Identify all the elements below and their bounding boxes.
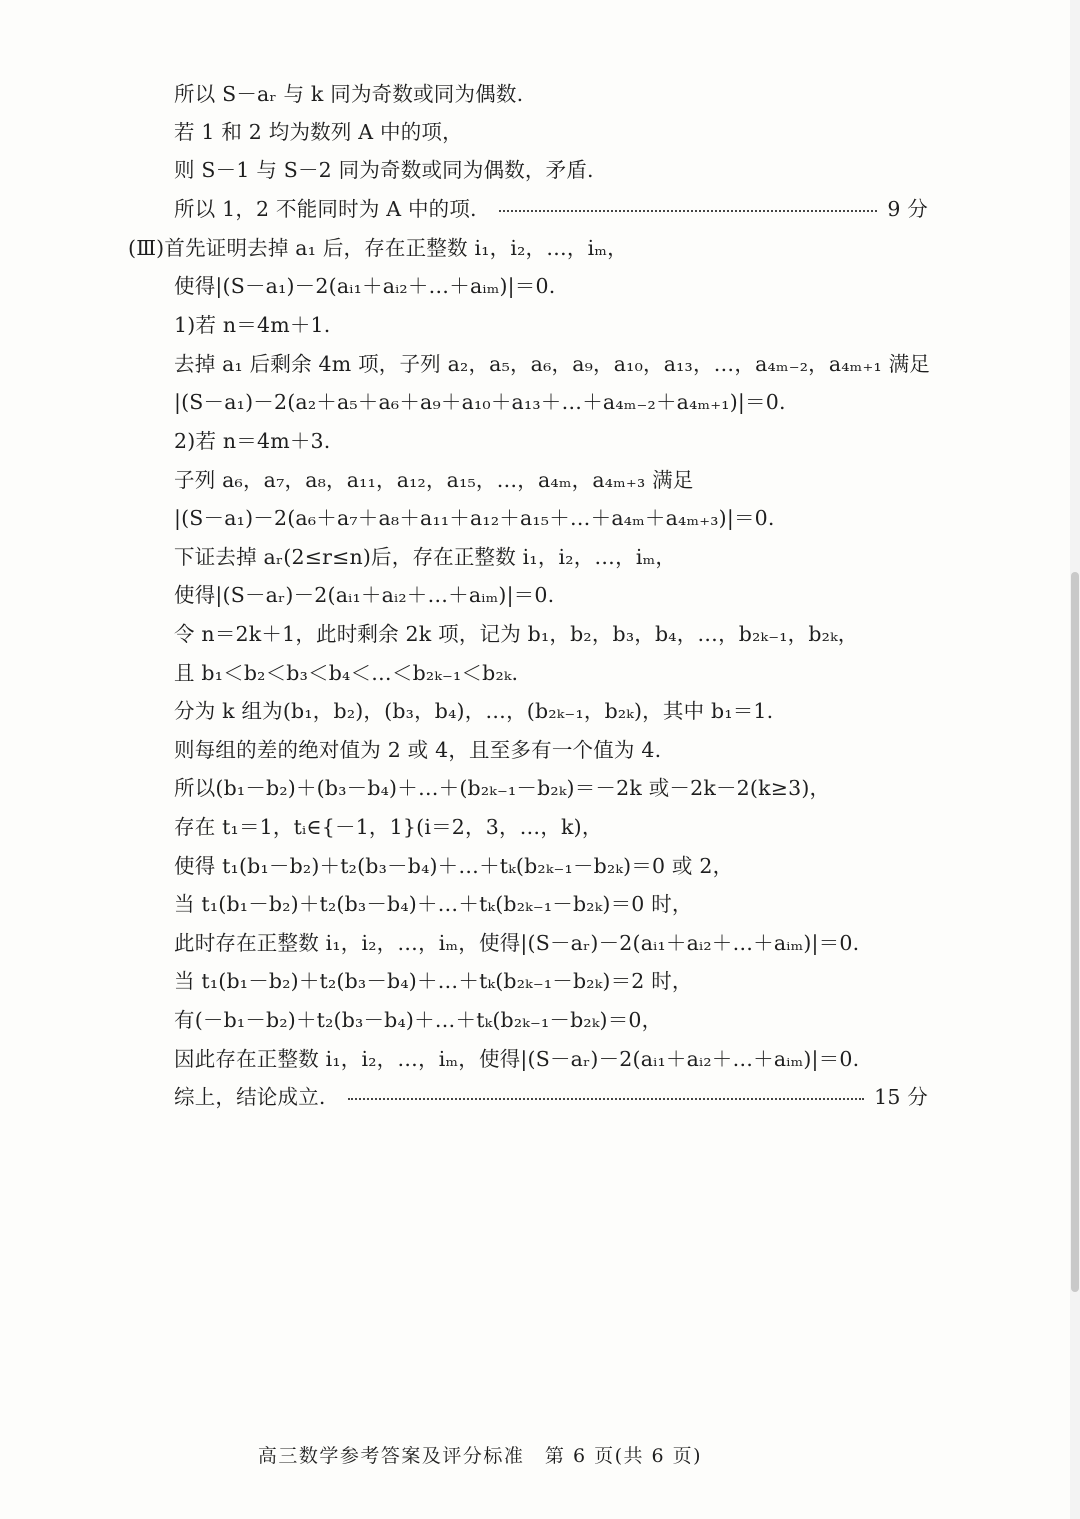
dot-leader [348,1098,864,1100]
text-line: 所以 S－aᵣ 与 k 同为奇数或同为偶数. [174,82,524,106]
text-line: 若 1 和 2 均为数列 A 中的项， [174,120,463,144]
score-line [174,1080,928,1114]
text-line: 综上，结论成立. [174,1085,326,1109]
text-line: 则 S－1 与 S－2 同为奇数或同为偶数，矛盾. [174,158,594,182]
text-line: 下证去掉 aᵣ(2≤r≤n)后，存在正整数 i₁，i₂，…，iₘ， [174,545,677,569]
text-line: 则每组的差的绝对值为 2 或 4，且至多有一个值为 4. [174,738,662,762]
text-line: |(S－a₁)－2(a₂＋a₅＋a₆＋a₉＋a₁₀＋a₁₃＋…＋a₄ₘ₋₂＋a₄ₘ₊₁)|＝0. [174,390,786,414]
score-value: 9 分 [887,197,928,221]
scrollbar-thumb[interactable] [1071,572,1079,1292]
section-heading: (Ⅲ)首先证明去掉 a₁ 后，存在正整数 i₁，i₂，…，iₘ， [128,236,628,260]
text-line: 1)若 n＝4m＋1. [174,313,331,337]
text-line: 因此存在正整数 i₁，i₂，…，iₘ，使得|(S－aᵣ)－2(aᵢ₁＋aᵢ₂＋…＋aᵢₘ)|＝0. [174,1047,860,1071]
text-line: 去掉 a₁ 后剩余 4m 项，子列 a₂，a₅，a₆，a₉，a₁₀，a₁₃，…，a₄ₘ₋₂，a₄ₘ₊₁ 满足 [174,352,930,376]
text-line: 使得 t₁(b₁－b₂)＋t₂(b₃－b₄)＋…＋tₖ(b₂ₖ₋₁－b₂ₖ)＝0 或 2， [174,854,734,878]
text-line: 2)若 n＝4m＋3. [174,429,331,453]
text-line: 所以 1，2 不能同时为 A 中的项. [174,197,477,221]
text-line: 且 b₁＜b₂＜b₃＜b₄＜…＜b₂ₖ₋₁＜b₂ₖ. [174,661,519,685]
text-line: 存在 t₁＝1，tᵢ∈{－1，1}(i＝2，3，…，k)， [174,815,603,839]
score-value: 15 分 [874,1085,928,1109]
text-line: 此时存在正整数 i₁，i₂，…，iₘ，使得|(S－aᵣ)－2(aᵢ₁＋aᵢ₂＋…＋aᵢₘ)|＝0. [174,931,860,955]
text-line: 当 t₁(b₁－b₂)＋t₂(b₃－b₄)＋…＋tₖ(b₂ₖ₋₁－b₂ₖ)＝0 时， [174,892,693,916]
text-line: 子列 a₆，a₇，a₈，a₁₁，a₁₂，a₁₅，…，a₄ₘ，a₄ₘ₊₃ 满足 [174,468,694,492]
text-line: 所以(b₁－b₂)＋(b₃－b₄)＋…＋(b₂ₖ₋₁－b₂ₖ)＝－2k 或－2k－2(k≥3)， [174,776,831,800]
text-line: 当 t₁(b₁－b₂)＋t₂(b₃－b₄)＋…＋tₖ(b₂ₖ₋₁－b₂ₖ)＝2 时， [174,969,693,993]
text-line: 有(－b₁－b₂)＋t₂(b₃－b₄)＋…＋tₖ(b₂ₖ₋₁－b₂ₖ)＝0， [174,1008,663,1032]
dot-leader [499,210,878,212]
page-footer: 高三数学参考答案及评分标准 第 6 页(共 6 页) [257,1445,703,1467]
text-line: 分为 k 组为(b₁，b₂)，(b₃，b₄)，…，(b₂ₖ₋₁，b₂ₖ)，其中 b₁＝1. [174,699,774,723]
text-line: 使得|(S－a₁)－2(aᵢ₁＋aᵢ₂＋…＋aᵢₘ)|＝0. [174,274,556,298]
score-line [174,192,928,226]
text-line: 令 n＝2k＋1，此时剩余 2k 项，记为 b₁，b₂，b₃，b₄，…，b₂ₖ₋₁，b₂ₖ， [174,622,859,646]
text-line: 使得|(S－aᵣ)－2(aᵢ₁＋aᵢ₂＋…＋aᵢₘ)|＝0. [174,583,555,607]
text-line: |(S－a₁)－2(a₆＋a₇＋a₈＋a₁₁＋a₁₂＋a₁₅＋…＋a₄ₘ＋a₄ₘ₊₃)|＝0. [174,506,775,530]
